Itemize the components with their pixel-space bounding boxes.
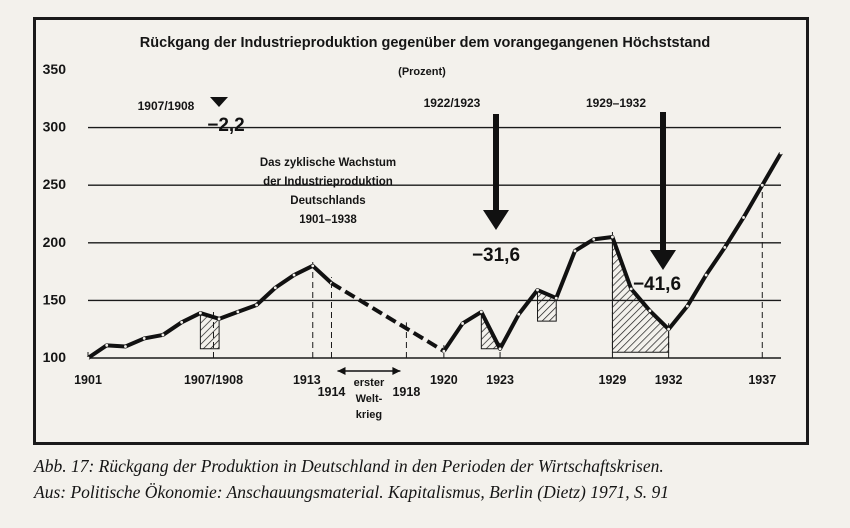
crisis-label: 1907/1908 <box>137 99 195 113</box>
data-point <box>442 350 445 353</box>
chart-title: Rückgang der Industrieproduktion gegenüber dem vorangegangenen Höchststand <box>139 35 711 51</box>
data-point <box>274 286 277 289</box>
inset-text-line: Das zyklische Wachstum <box>259 157 397 169</box>
data-point <box>686 305 689 308</box>
crisis-value: −2,2 <box>207 115 245 136</box>
data-point <box>480 311 483 314</box>
y-tick-label: 150 <box>42 291 66 308</box>
x-tick-label: 1923 <box>486 373 514 387</box>
data-point <box>761 184 764 187</box>
war-label-line: erster <box>353 377 385 389</box>
figure-caption-line-1: Abb. 17: Rückgang der Produktion in Deutschland in den Perioden der Wirtschaftskrisen. <box>34 456 664 476</box>
data-point <box>592 238 595 241</box>
x-tick-label: 1901 <box>74 373 102 387</box>
war-arrow-right <box>392 367 400 375</box>
crisis-arrow <box>650 112 676 270</box>
data-point <box>517 313 520 316</box>
data-point <box>105 344 108 347</box>
y-tick-label: 300 <box>42 118 66 135</box>
y-tick-label: 100 <box>42 349 66 365</box>
inset-text-line: 1901–1938 <box>299 214 357 226</box>
series-line-2 <box>331 283 443 351</box>
data-point <box>199 312 202 315</box>
war-arrow-left <box>337 367 345 375</box>
data-point <box>555 297 558 300</box>
data-point <box>499 347 502 350</box>
data-point <box>87 357 90 360</box>
y-tick-label: 350 <box>42 61 66 77</box>
x-tick-label: 1918 <box>392 385 421 399</box>
x-tick-label: 1914 <box>317 385 346 399</box>
crisis-arrow <box>210 97 228 107</box>
data-point <box>180 321 183 324</box>
data-point <box>124 345 127 348</box>
chart-subtitle: (Prozent) <box>398 66 446 78</box>
data-point <box>574 249 577 252</box>
x-tick-label: 1929 <box>598 373 627 387</box>
data-point <box>311 264 314 267</box>
y-tick-label: 250 <box>42 176 66 193</box>
crisis-label: 1929–1932 <box>585 96 647 110</box>
x-tick-label: 1937 <box>748 373 777 387</box>
crisis-value: −41,6 <box>632 274 682 295</box>
x-tick-label: 1932 <box>654 373 683 387</box>
data-point <box>293 274 296 277</box>
data-point <box>162 334 165 337</box>
data-point <box>536 289 539 292</box>
data-point <box>648 309 651 312</box>
figure-caption-line-2: Aus: Politische Ökonomie: Anschauungsmaterial. Kapitalismus, Berlin (Dietz) 1971, S. 91 <box>34 482 669 502</box>
data-point <box>780 152 783 155</box>
data-point <box>611 236 614 239</box>
crisis-arrow <box>483 114 509 230</box>
data-point <box>143 337 146 340</box>
x-tick-label: 1913 <box>292 373 321 387</box>
inset-text-line: der Industrieproduktion <box>263 176 393 188</box>
data-point <box>255 304 258 307</box>
y-tick-label: 200 <box>42 233 66 250</box>
x-tick-label: 1907/1908 <box>183 373 244 387</box>
crisis-label: 1922/1923 <box>423 96 481 110</box>
war-label-line: krieg <box>355 409 383 421</box>
crisis-value: −31,6 <box>471 245 521 266</box>
data-point <box>236 311 239 314</box>
data-point <box>218 317 221 320</box>
data-point <box>705 274 708 277</box>
war-label-line: Welt- <box>355 393 383 405</box>
x-tick-label: 1920 <box>429 373 458 387</box>
data-point <box>461 322 464 325</box>
data-point <box>667 328 670 331</box>
data-point <box>723 246 726 249</box>
data-point <box>742 216 745 219</box>
inset-text-line: Deutschlands <box>290 195 366 207</box>
